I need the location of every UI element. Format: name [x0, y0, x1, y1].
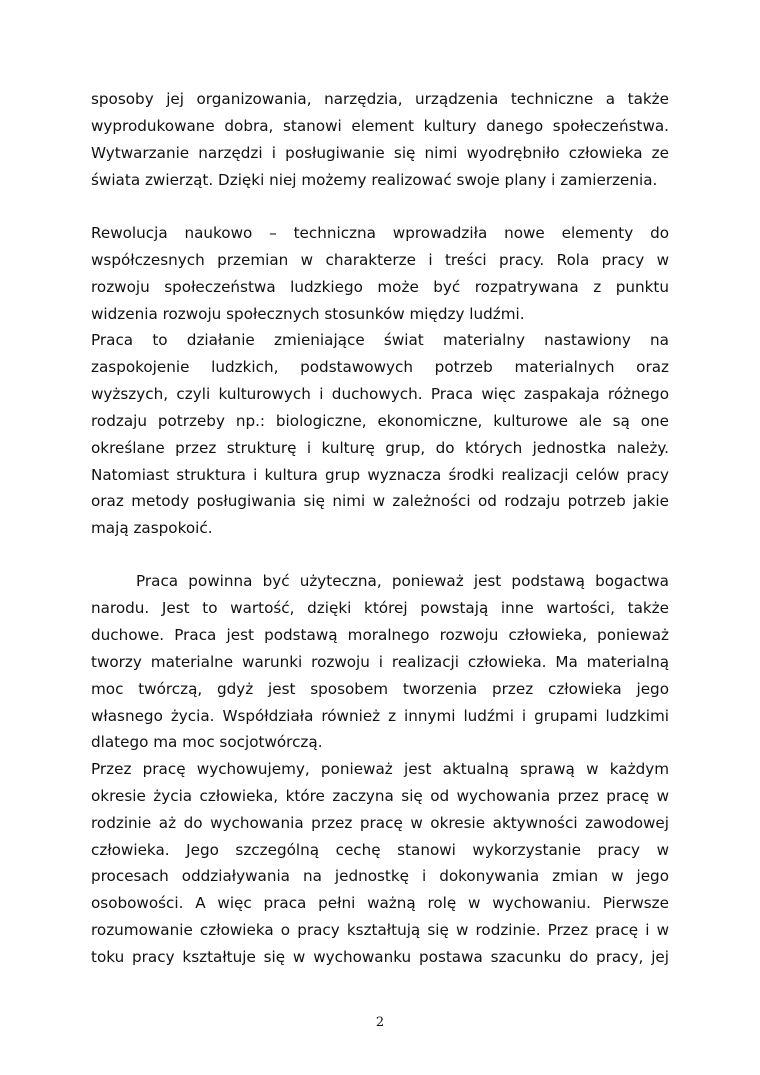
- text-line: rozwoju społeczeństwa ludzkiego może być rozpatrywana z punktu: [91, 278, 669, 296]
- text-line: własnego życia. Współdziała również z innymi ludźmi i grupami ludzkimi: [91, 707, 669, 725]
- text-line: oraz metody posługiwania się nimi w zależności od rodzaju potrzeb jakie: [91, 492, 669, 510]
- text-line: mają zaspokoić.: [91, 519, 213, 537]
- text-line: duchowe. Praca jest podstawą moralnego rozwoju człowieka, ponieważ: [91, 626, 669, 644]
- text-line: człowieka. Jego szczególną cechę stanowi wykorzystanie pracy w: [91, 841, 669, 859]
- text-line: rodzinie aż do wychowania przez pracę w okresie aktywności zawodowej: [91, 814, 669, 832]
- text-line: okresie życia człowieka, które zaczyna się od wychowania przez pracę w: [91, 787, 669, 805]
- text-line: tworzy materialne warunki rozwoju i realizacji człowieka. Ma materialną: [91, 653, 669, 671]
- text-line: wyprodukowane dobra, stanowi element kultury danego społeczeństwa.: [91, 117, 669, 135]
- text-line: osobowości. A więc praca pełni ważną rolę w wychowaniu. Pierwsze: [91, 894, 669, 912]
- text-line: Przez pracę wychowujemy, ponieważ jest aktualną sprawą w każdym: [91, 760, 669, 778]
- text-line: narodu. Jest to wartość, dzięki której powstają inne wartości, także: [91, 599, 669, 617]
- text-line: procesach oddziaływania na jednostkę i dokonywania zmian w jego: [91, 867, 669, 885]
- text-line: określane przez strukturę i kulturę grup, do których jednostka należy.: [91, 439, 669, 457]
- text-line: wyższych, czyli kulturowych i duchowych. Praca więc zaspakaja różnego: [91, 385, 669, 403]
- text-line: widzenia rozwoju społecznych stosunków między ludźmi.: [91, 305, 525, 323]
- text-line: zaspokojenie ludzkich, podstawowych potrzeb materialnych oraz: [91, 358, 669, 376]
- text-line: Praca powinna być użyteczna, ponieważ jest podstawą bogactwa: [136, 572, 669, 590]
- text-line: dlatego ma moc socjotwórczą.: [91, 733, 323, 751]
- text-line: rodzaju potrzeby np.: biologiczne, ekonomiczne, kulturowe ale są one: [91, 412, 669, 430]
- text-line: współczesnych przemian w charakterze i treści pracy. Rola pracy w: [91, 251, 669, 269]
- text-line: rozumowanie człowieka o pracy kształtują się w rodzinie. Przez pracę i w: [91, 921, 669, 939]
- text-line: Rewolucja naukowo – techniczna wprowadziła nowe elementy do: [91, 224, 669, 242]
- text-line: Wytwarzanie narzędzi i posługiwanie się nimi wyodrębniło człowieka ze: [91, 144, 669, 162]
- text-line: moc twórczą, gdyż jest sposobem tworzenia przez człowieka jego: [91, 680, 669, 698]
- text-line: Natomiast struktura i kultura grup wyznacza środki realizacji celów pracy: [91, 466, 669, 484]
- page-number: 2: [375, 1015, 385, 1030]
- text-line: sposoby jej organizowania, narzędzia, urządzenia techniczne a także: [91, 90, 669, 108]
- text-line: toku pracy kształtuje się w wychowanku postawa szacunku do pracy, jej: [91, 948, 669, 966]
- text-line: świata zwierząt. Dzięki niej możemy realizować swoje plany i zamierzenia.: [91, 171, 658, 189]
- text-line: Praca to działanie zmieniające świat materialny nastawiony na: [91, 331, 669, 349]
